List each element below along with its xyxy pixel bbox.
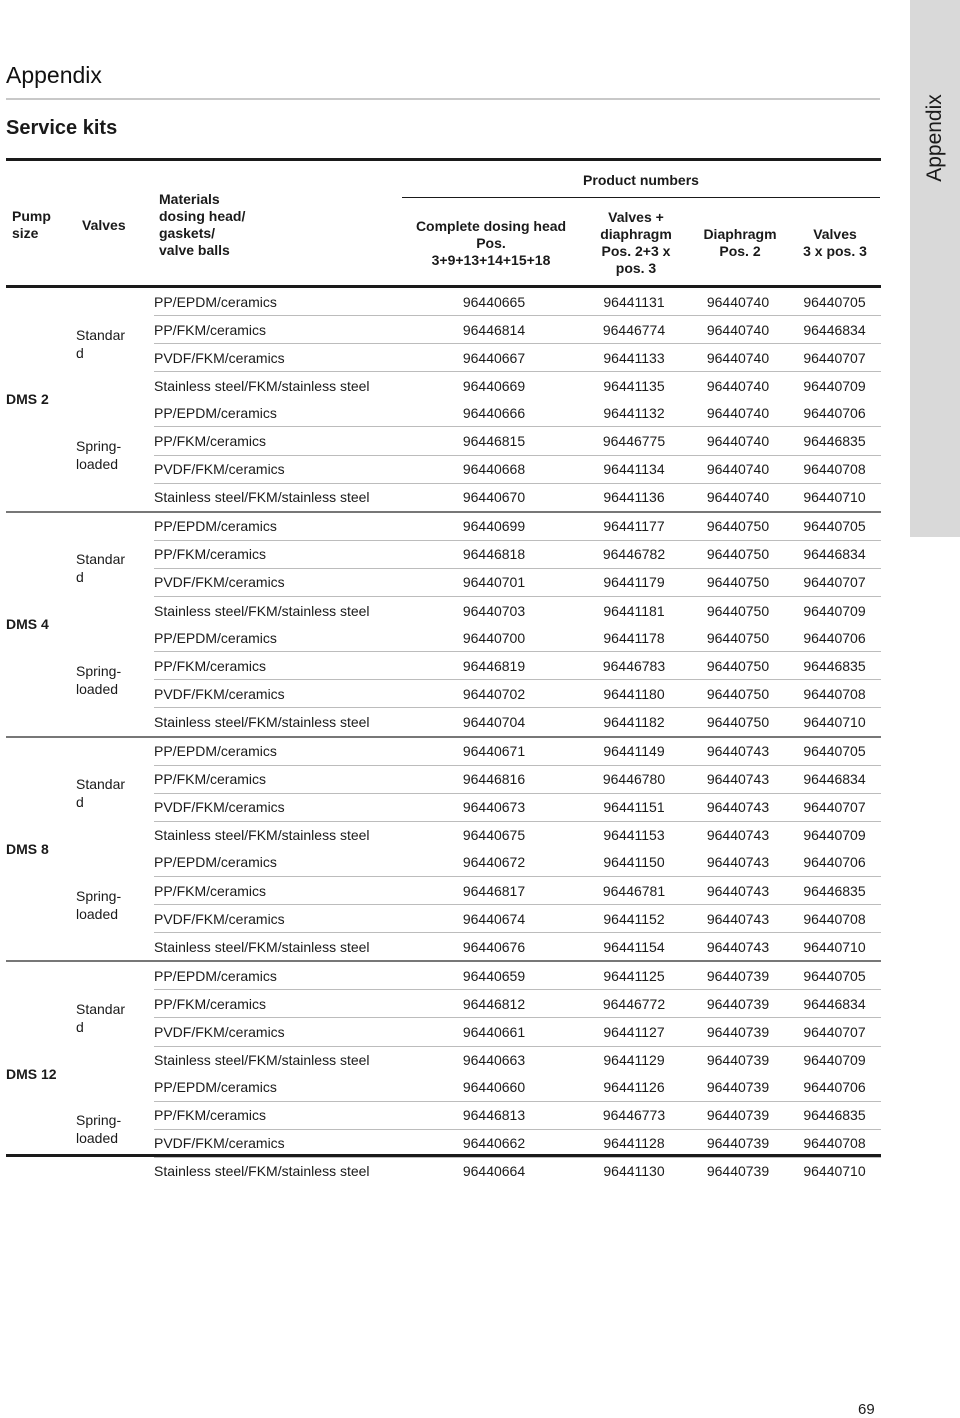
material-cell: PP/FKM/ceramics <box>154 540 408 568</box>
valves-number: 96440709 <box>803 377 866 394</box>
valves-diaphragm-number: 96441129 <box>603 1052 665 1069</box>
page-title: Appendix <box>6 62 102 88</box>
valves-number: 96440705 <box>788 288 881 316</box>
diaphragm-number: 96440739 <box>688 1074 788 1102</box>
table-row <box>6 849 881 877</box>
valves-diaphragm-number: 96441132 <box>580 399 688 427</box>
complete-dosing-head-number: 96440661 <box>408 1018 580 1046</box>
diaphragm-number: 96440743 <box>706 938 770 955</box>
complete-dosing-head-number: 96440702 <box>408 680 580 708</box>
product-numbers-divider <box>402 197 880 198</box>
valves-diaphragm-number: 96441154 <box>603 938 665 955</box>
valves-diaphragm-number: 96446774 <box>580 316 688 344</box>
valves-diaphragm-number: 96441133 <box>580 344 688 372</box>
valves-diaphragm-number: 96441152 <box>580 905 688 933</box>
complete-dosing-head-number: 96440703 <box>462 602 526 619</box>
diaphragm-number: 96440740 <box>706 489 770 506</box>
table-row <box>6 961 881 990</box>
material-cell: PP/FKM/ceramics <box>154 990 408 1018</box>
valves-diaphragm-number: 96446773 <box>580 1101 688 1129</box>
complete-dosing-head-number: 96440700 <box>408 624 580 652</box>
diaphragm-number: 96440739 <box>688 961 788 990</box>
complete-dosing-head-number: 96446819 <box>408 652 580 680</box>
material-cell: PP/EPDM/ceramics <box>154 512 408 541</box>
valves-number: 96440709 <box>803 827 866 844</box>
page-number: 69 <box>858 1401 875 1418</box>
material-cell: PP/EPDM/ceramics <box>154 288 408 316</box>
valves-diaphragm-number: 96441127 <box>580 1018 688 1046</box>
valves-number: 96446834 <box>788 316 881 344</box>
pump-size-cell: DMS 4 <box>6 512 76 737</box>
complete-dosing-head-number: 96440665 <box>408 288 580 316</box>
valves-number: 96440705 <box>788 512 881 541</box>
valves-number: 96440709 <box>803 602 866 619</box>
complete-dosing-head-number: 96440664 <box>462 1163 526 1180</box>
valve-type-spring-loaded: Spring- loaded <box>76 662 122 697</box>
title-divider <box>6 98 880 100</box>
material-cell: PP/EPDM/ceramics <box>154 849 408 877</box>
complete-dosing-head-number: 96446812 <box>408 990 580 1018</box>
complete-dosing-head-number: 96440660 <box>408 1074 580 1102</box>
diaphragm-number: 96440743 <box>688 849 788 877</box>
valves-diaphragm-number: 96446782 <box>580 540 688 568</box>
diaphragm-number: 96440739 <box>688 990 788 1018</box>
material-cell: PP/EPDM/ceramics <box>154 399 408 427</box>
valves-diaphragm-number: 96441130 <box>603 1163 665 1180</box>
diaphragm-number: 96440739 <box>688 1129 788 1157</box>
complete-dosing-head-number: 96440675 <box>462 827 526 844</box>
diaphragm-number: 96440740 <box>688 427 788 455</box>
col-header-materials: Materials dosing head/ gaskets/ valve balls <box>159 191 246 258</box>
valves-number: 96446834 <box>788 765 881 793</box>
diaphragm-number: 96440740 <box>688 399 788 427</box>
valves-number: 96440708 <box>788 680 881 708</box>
material-cell: PP/FKM/ceramics <box>154 316 408 344</box>
valves-number: 96440706 <box>788 624 881 652</box>
diaphragm-number: 96440740 <box>706 377 770 394</box>
diaphragm-number: 96440740 <box>688 316 788 344</box>
valves-diaphragm-number: 96441178 <box>580 624 688 652</box>
valves-number: 96440710 <box>803 489 866 506</box>
material-cell: PP/EPDM/ceramics <box>154 737 408 766</box>
diaphragm-number: 96440750 <box>688 652 788 680</box>
valves-diaphragm-number: 96441134 <box>580 455 688 483</box>
material-cell: PP/FKM/ceramics <box>154 765 408 793</box>
complete-dosing-head-number: 96440659 <box>408 961 580 990</box>
col-header-valves: Valves <box>82 217 126 233</box>
valve-type-standard: Standar d <box>76 961 154 1073</box>
material-cell: PVDF/FKM/ceramics <box>154 905 408 933</box>
valves-number: 96446835 <box>788 652 881 680</box>
table-top-rule <box>6 158 881 161</box>
material-cell: PP/EPDM/ceramics <box>154 1074 408 1102</box>
valves-diaphragm-number: 96441135 <box>603 377 665 394</box>
col-header-pump-size: Pump size <box>12 208 51 241</box>
diaphragm-number: 96440750 <box>706 602 770 619</box>
material-cell: PP/FKM/ceramics <box>154 1101 408 1129</box>
diaphragm-number: 96440740 <box>688 344 788 372</box>
material-cell: Stainless steel/FKM/stainless steel <box>154 602 370 619</box>
valves-diaphragm-number: 96441128 <box>580 1129 688 1157</box>
table-row <box>6 512 881 541</box>
complete-dosing-head-number: 96440699 <box>408 512 580 541</box>
valves-number: 96446834 <box>788 540 881 568</box>
valves-diaphragm-number: 96446775 <box>580 427 688 455</box>
material-cell: Stainless steel/FKM/stainless steel <box>154 1163 370 1180</box>
valves-diaphragm-number: 96446772 <box>580 990 688 1018</box>
material-cell: PP/FKM/ceramics <box>154 876 408 904</box>
valves-number: 96440708 <box>788 905 881 933</box>
table-row <box>6 288 881 316</box>
table-row <box>6 737 881 766</box>
diaphragm-number: 96440739 <box>688 1101 788 1129</box>
valves-diaphragm-number: 96446783 <box>580 652 688 680</box>
valve-type-standard: Standar d <box>76 512 154 624</box>
diaphragm-number: 96440739 <box>688 1018 788 1046</box>
table-row <box>6 399 881 427</box>
complete-dosing-head-number: 96440673 <box>408 793 580 821</box>
valves-diaphragm-number: 96441182 <box>603 713 665 730</box>
table-row <box>6 1074 881 1102</box>
material-cell: Stainless steel/FKM/stainless steel <box>154 489 370 506</box>
valves-number: 96440710 <box>803 1163 866 1180</box>
diaphragm-number: 96440739 <box>706 1052 770 1069</box>
material-cell: PP/FKM/ceramics <box>154 652 408 680</box>
material-cell: Stainless steel/FKM/stainless steel <box>154 938 370 955</box>
valves-number: 96440710 <box>803 938 866 955</box>
complete-dosing-head-number: 96446814 <box>408 316 580 344</box>
valves-number: 96440707 <box>788 793 881 821</box>
diaphragm-number: 96440743 <box>688 793 788 821</box>
col-header-product-numbers: Product numbers <box>583 172 699 188</box>
complete-dosing-head-number: 96446816 <box>408 765 580 793</box>
diaphragm-number: 96440750 <box>688 512 788 541</box>
valves-number: 96440706 <box>788 1074 881 1102</box>
valves-diaphragm-number: 96441177 <box>580 512 688 541</box>
diaphragm-number: 96440743 <box>688 876 788 904</box>
material-cell: PP/EPDM/ceramics <box>154 624 408 652</box>
valves-number: 96446835 <box>788 876 881 904</box>
material-cell: PVDF/FKM/ceramics <box>154 1018 408 1046</box>
valves-number: 96440710 <box>803 713 866 730</box>
material-cell: PVDF/FKM/ceramics <box>154 455 408 483</box>
valves-diaphragm-number: 96441150 <box>580 849 688 877</box>
pump-size-cell: DMS 12 <box>6 961 76 1185</box>
valves-diaphragm-number: 96441180 <box>580 680 688 708</box>
section-title: Service kits <box>6 117 118 139</box>
valves-diaphragm-number: 96441126 <box>580 1074 688 1102</box>
material-cell: PP/EPDM/ceramics <box>154 961 408 990</box>
valves-diaphragm-number: 96441153 <box>603 827 665 844</box>
material-cell: PVDF/FKM/ceramics <box>154 680 408 708</box>
diaphragm-number: 96440739 <box>706 1163 770 1180</box>
side-tab-label: Appendix <box>923 94 946 182</box>
diaphragm-number: 96440743 <box>706 827 770 844</box>
material-cell: Stainless steel/FKM/stainless steel <box>154 1052 370 1069</box>
complete-dosing-head-number: 96440666 <box>408 399 580 427</box>
valves-number: 96440707 <box>788 1018 881 1046</box>
valves-diaphragm-number: 96441151 <box>580 793 688 821</box>
material-cell: PVDF/FKM/ceramics <box>154 1129 408 1157</box>
complete-dosing-head-number: 96446818 <box>408 540 580 568</box>
material-cell: PP/FKM/ceramics <box>154 427 408 455</box>
pump-size-cell: DMS 2 <box>6 391 49 408</box>
diaphragm-number: 96440750 <box>688 624 788 652</box>
complete-dosing-head-number: 96440701 <box>408 568 580 596</box>
valves-diaphragm-number: 96441149 <box>580 737 688 766</box>
complete-dosing-head-number: 96440669 <box>462 377 526 394</box>
pump-size-cell: DMS 8 <box>6 737 76 962</box>
material-cell: Stainless steel/FKM/stainless steel <box>154 713 370 730</box>
valves-number: 96440705 <box>788 961 881 990</box>
valves-number: 96440707 <box>788 344 881 372</box>
complete-dosing-head-number: 96446813 <box>408 1101 580 1129</box>
valves-diaphragm-number: 96446780 <box>580 765 688 793</box>
valve-type-standard: Standar d <box>76 326 126 361</box>
complete-dosing-head-number: 96446815 <box>408 427 580 455</box>
table-row <box>6 624 881 652</box>
side-tab <box>910 0 960 537</box>
material-cell: Stainless steel/FKM/stainless steel <box>154 827 370 844</box>
col-header-valves-diaphragm: Valves + diaphragm Pos. 2+3 x pos. 3 <box>600 209 672 276</box>
service-kits-table <box>6 288 881 1185</box>
valves-diaphragm-number: 96441179 <box>580 568 688 596</box>
complete-dosing-head-number: 96440672 <box>408 849 580 877</box>
valves-number: 96440709 <box>803 1052 866 1069</box>
diaphragm-number: 96440740 <box>688 288 788 316</box>
complete-dosing-head-number: 96440671 <box>408 737 580 766</box>
complete-dosing-head-number: 96440662 <box>408 1129 580 1157</box>
valve-type-spring-loaded: Spring- loaded <box>76 438 122 473</box>
valves-number: 96440705 <box>788 737 881 766</box>
diaphragm-number: 96440743 <box>688 765 788 793</box>
diaphragm-number: 96440750 <box>706 713 770 730</box>
valves-number: 96440708 <box>788 455 881 483</box>
valves-number: 96446835 <box>788 1101 881 1129</box>
material-cell: PVDF/FKM/ceramics <box>154 568 408 596</box>
complete-dosing-head-number: 96440676 <box>462 938 526 955</box>
complete-dosing-head-number: 96440667 <box>408 344 580 372</box>
complete-dosing-head-number: 96440704 <box>462 713 526 730</box>
diaphragm-number: 96440743 <box>688 737 788 766</box>
diaphragm-number: 96440750 <box>688 680 788 708</box>
complete-dosing-head-number: 96440670 <box>462 489 526 506</box>
valves-diaphragm-number: 96441131 <box>580 288 688 316</box>
valves-number: 96440706 <box>788 849 881 877</box>
material-cell: Stainless steel/FKM/stainless steel <box>154 377 370 394</box>
valve-type-standard: Standar d <box>76 737 154 849</box>
complete-dosing-head-number: 96440663 <box>462 1052 526 1069</box>
valves-diaphragm-number: 96441125 <box>580 961 688 990</box>
col-header-complete-dosing-head: Complete dosing head Pos. 3+9+13+14+15+18 <box>415 218 567 268</box>
valve-type-spring-loaded: Spring- loaded <box>76 1112 122 1147</box>
col-header-valves-only: Valves 3 x pos. 3 <box>803 226 867 259</box>
col-header-diaphragm: Diaphragm Pos. 2 <box>703 226 777 259</box>
valves-number: 96440708 <box>788 1129 881 1157</box>
diaphragm-number: 96440750 <box>688 540 788 568</box>
material-cell: PVDF/FKM/ceramics <box>154 793 408 821</box>
diaphragm-number: 96440750 <box>688 568 788 596</box>
valves-number: 96440706 <box>788 399 881 427</box>
valves-number: 96440707 <box>788 568 881 596</box>
table-bottom-rule <box>6 1154 881 1157</box>
diaphragm-number: 96440740 <box>688 455 788 483</box>
valves-diaphragm-number: 96441181 <box>603 602 665 619</box>
diaphragm-number: 96440743 <box>688 905 788 933</box>
complete-dosing-head-number: 96440674 <box>408 905 580 933</box>
material-cell: PVDF/FKM/ceramics <box>154 344 408 372</box>
valves-diaphragm-number: 96446781 <box>580 876 688 904</box>
complete-dosing-head-number: 96440668 <box>408 455 580 483</box>
complete-dosing-head-number: 96446817 <box>408 876 580 904</box>
valves-diaphragm-number: 96441136 <box>603 489 665 506</box>
valve-type-spring-loaded: Spring- loaded <box>76 887 122 922</box>
valves-number: 96446835 <box>788 427 881 455</box>
valves-number: 96446834 <box>788 990 881 1018</box>
